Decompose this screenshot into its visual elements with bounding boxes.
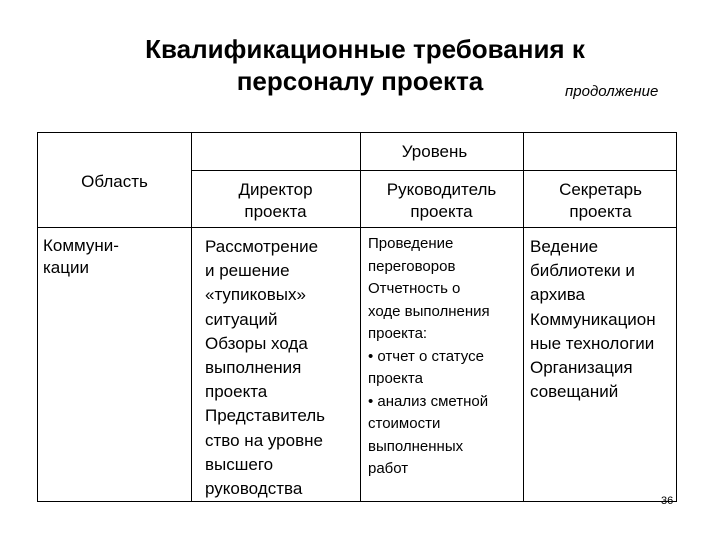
secretary-duties-cell bbox=[530, 235, 656, 404]
slide-title-line-1: Квалификационные требования к bbox=[145, 34, 585, 64]
manager-duty-line: • анализ сметной bbox=[368, 392, 489, 410]
director-duties-cell bbox=[205, 235, 325, 501]
secretary-duty-line: архива bbox=[530, 285, 586, 305]
table-divider-level bbox=[191, 170, 676, 171]
secretary-duty-line: Ведение bbox=[530, 237, 599, 256]
director-duty-line: ситуаций bbox=[205, 309, 278, 329]
secretary-duty-line: совещаний bbox=[530, 382, 619, 402]
area-header: Область bbox=[81, 172, 148, 191]
secretary-header-line: проекта bbox=[569, 202, 632, 221]
area-line: кации bbox=[43, 258, 89, 277]
area-line: Коммуни- bbox=[43, 236, 119, 255]
area-cell bbox=[43, 235, 119, 279]
director-duty-line: ство на уровне bbox=[205, 430, 323, 450]
secretary-duty-line: библиотеки и bbox=[530, 261, 635, 281]
manager-header-line: проекта bbox=[410, 202, 473, 221]
manager-duty-line: Проведение bbox=[368, 235, 454, 252]
director-duty-line: проекта bbox=[205, 382, 268, 402]
table-divider-header bbox=[38, 227, 676, 228]
manager-duty-line: стоимости bbox=[368, 415, 441, 432]
manager-duty-line: работ bbox=[368, 460, 409, 477]
requirements-table bbox=[37, 132, 677, 502]
director-header-line: Директор bbox=[238, 180, 313, 199]
director-header-line: проекта bbox=[244, 202, 307, 221]
manager-duty-line: ходе выполнения bbox=[368, 302, 490, 320]
manager-duty-line: выполненных bbox=[368, 437, 464, 455]
secretary-header-line: Секретарь bbox=[559, 180, 642, 199]
manager-duty-line: переговоров bbox=[368, 257, 456, 275]
director-duty-line: высшего bbox=[205, 454, 274, 474]
director-duty-line: Рассмотрение bbox=[205, 237, 319, 256]
continuation-label: продолжение bbox=[565, 83, 659, 100]
manager-header-line: Руководитель bbox=[386, 180, 497, 199]
manager-duty-line: Отчетность о bbox=[368, 280, 461, 297]
director-duty-line: Обзоры хода bbox=[205, 333, 308, 353]
manager-duty-line: • отчет о статусе bbox=[368, 347, 484, 365]
secretary-duty-line: ные технологии bbox=[530, 333, 655, 353]
director-duty-line: и решение bbox=[205, 261, 290, 281]
director-column-header bbox=[191, 179, 360, 223]
manager-duty-line: проекта: bbox=[368, 325, 428, 342]
director-duty-line: «тупиковых» bbox=[205, 285, 306, 305]
director-duty-line: Представитель bbox=[205, 406, 326, 426]
secretary-duty-line: Коммуникацион bbox=[530, 309, 656, 329]
manager-duties-cell bbox=[368, 233, 490, 481]
slide-title-line-2: персоналу проекта bbox=[236, 66, 484, 96]
director-duty-line: руководства bbox=[205, 479, 303, 499]
level-header: Уровень bbox=[401, 142, 468, 161]
director-duty-line: выполнения bbox=[205, 358, 302, 378]
secretary-column-header bbox=[523, 179, 678, 223]
manager-duty-line: проекта bbox=[368, 370, 423, 387]
manager-column-header bbox=[360, 179, 523, 223]
page-number: 36 bbox=[661, 495, 674, 507]
secretary-duty-line: Организация bbox=[530, 358, 633, 378]
